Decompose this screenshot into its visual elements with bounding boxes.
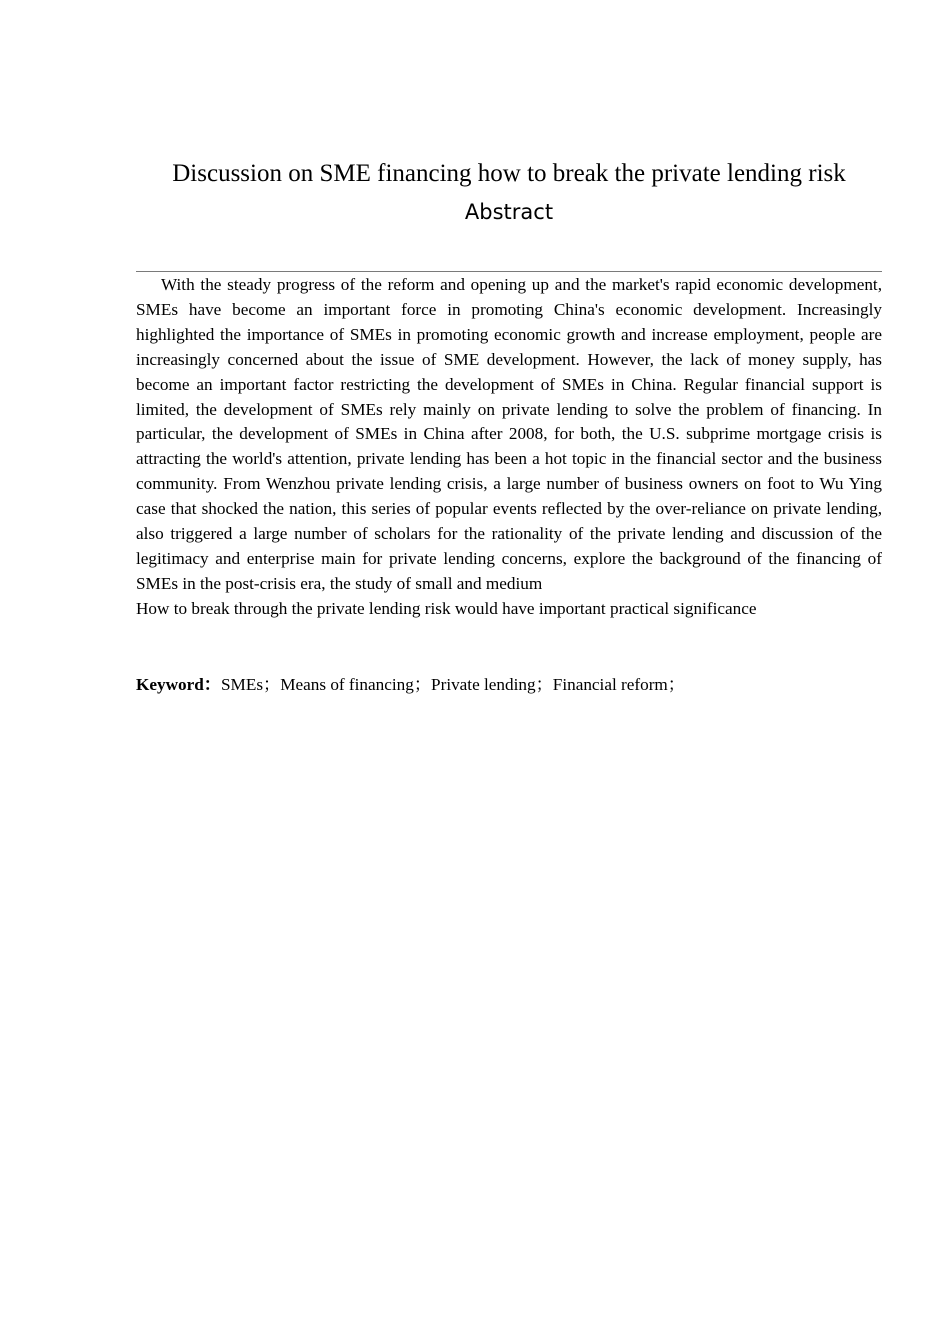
abstract-closing-line: How to break through the private lending risk would have important practical significance [136, 598, 757, 618]
document-title: Discussion on SME financing how to break the private lending risk [172, 160, 846, 187]
keyword-item: Means of financing； [280, 675, 432, 694]
keywords-line [136, 672, 882, 697]
keywords-label: Keyword： [136, 675, 221, 694]
abstract-heading: Abstract [464, 200, 554, 224]
keyword-item: Financial reform； [552, 675, 685, 694]
abstract-paragraph: With the steady progress of the reform and opening up and the market's rapid economic development, SMEs have become an important force in promoting China's economic development. Increasingly highlighted the importance of SMEs in promoting economic growth and increase employment, people are increasingly concerned about the issue of SME development. However, the lack of money supply, has become an important factor restricting the development of SMEs in China. Regular financial support is limited, the development of SMEs rely mainly on private lending to solve the problem of financing. In particular, the development of SMEs in China after 2008, for both, the U.S. subprime mortgage crisis is attracting the world's attention, private lending has been a hot topic in the financial sector and the business community. From Wenzhou private lending crisis, a large number of business owners on foot to Wu Ying case that shocked the nation, this series of popular events reflected by the over-reliance on private lending, also triggered a large number of scholars for the rationality of the private lending and discussion of the legitimacy and enterprise main for private lending concerns, explore the background of the financing of SMEs in the post-crisis era, the study of small and medium [136, 275, 882, 593]
horizontal-divider [136, 271, 882, 272]
keyword-item: SMEs； [220, 675, 281, 694]
abstract-body [136, 273, 882, 622]
keyword-item: Private lending； [431, 675, 553, 694]
